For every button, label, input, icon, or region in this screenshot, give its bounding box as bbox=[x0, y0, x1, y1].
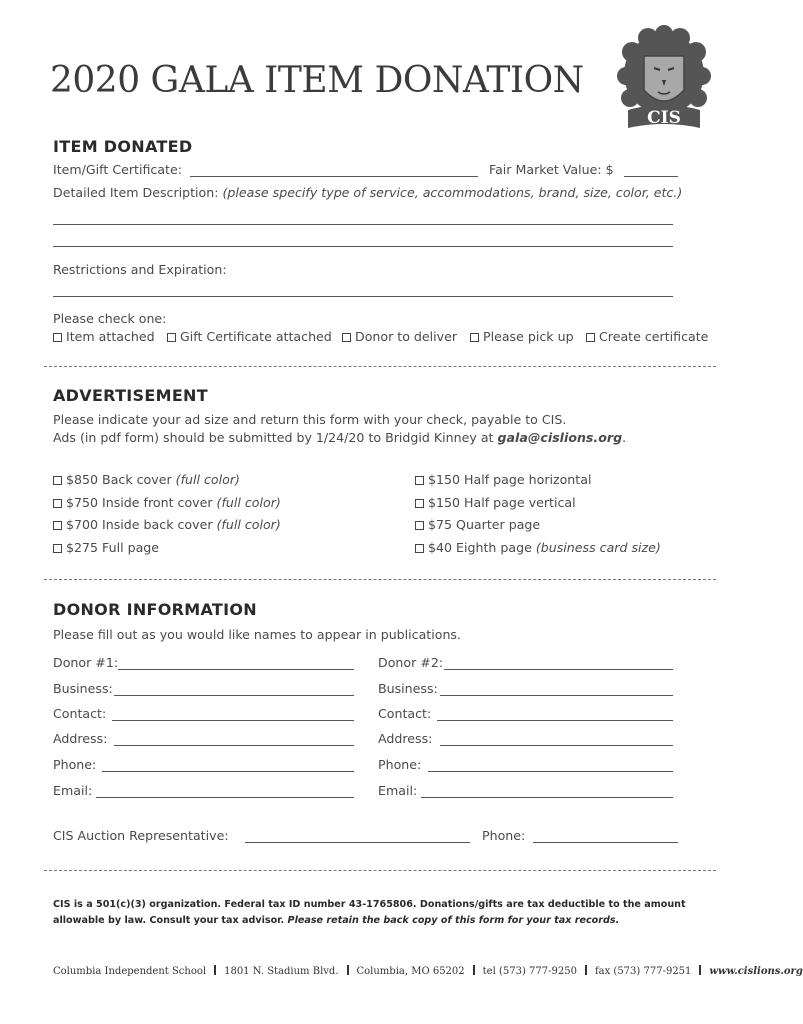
checkbox[interactable] bbox=[415, 544, 424, 553]
separator bbox=[473, 965, 475, 975]
gala-email-link[interactable]: gala@cislions.org bbox=[497, 430, 623, 445]
checkbox[interactable] bbox=[53, 544, 62, 553]
contact2-field[interactable] bbox=[437, 720, 673, 721]
option-label: Donor to deliver bbox=[355, 329, 458, 344]
ad-option-850[interactable] bbox=[53, 472, 240, 487]
business2-field[interactable] bbox=[440, 695, 673, 696]
email1-field[interactable] bbox=[96, 797, 354, 798]
ad-option-40[interactable] bbox=[415, 540, 661, 555]
address2-label: Address: bbox=[378, 731, 433, 746]
rep-phone-field[interactable] bbox=[533, 842, 678, 843]
ad-instructions-2 bbox=[53, 430, 626, 445]
ad-instructions-end: . bbox=[622, 430, 627, 445]
tax-note-line-2 bbox=[53, 915, 619, 926]
business1-field[interactable] bbox=[114, 695, 354, 696]
checkbox[interactable] bbox=[53, 333, 62, 342]
tax-note-text: allowable by law. Consult your tax advisor. bbox=[53, 915, 288, 926]
checkbox[interactable] bbox=[53, 521, 62, 530]
section-divider bbox=[44, 870, 716, 871]
ad-option-note: (full color) bbox=[216, 495, 281, 510]
business2-label: Business: bbox=[378, 681, 438, 696]
donor-info-heading: DONOR INFORMATION bbox=[53, 600, 257, 619]
ad-option-label: $275 Full page bbox=[66, 540, 160, 555]
phone2-label: Phone: bbox=[378, 757, 422, 772]
footer-tel: tel (573) 777-9250 bbox=[482, 966, 577, 977]
description-label-text: Detailed Item Description: bbox=[53, 185, 219, 200]
ad-option-150-vertical[interactable] bbox=[415, 495, 576, 510]
footer-address: 1801 N. Stadium Blvd. bbox=[224, 966, 339, 977]
donor1-field[interactable] bbox=[118, 669, 354, 670]
checkbox[interactable] bbox=[167, 333, 176, 342]
address2-field[interactable] bbox=[440, 745, 673, 746]
address1-label: Address: bbox=[53, 731, 108, 746]
contact1-field[interactable] bbox=[112, 720, 354, 721]
ad-instructions-text: Ads (in pdf form) should be submitted by 1/24/20 to Bridgid Kinney at bbox=[53, 430, 498, 445]
separator bbox=[699, 965, 701, 975]
description-line-1[interactable] bbox=[53, 224, 673, 225]
option-label: Gift Certificate attached bbox=[180, 329, 332, 344]
address1-field[interactable] bbox=[114, 745, 354, 746]
checkbox[interactable] bbox=[415, 521, 424, 530]
donor2-field[interactable] bbox=[444, 669, 673, 670]
checkbox[interactable] bbox=[53, 476, 62, 485]
item-gift-field[interactable] bbox=[190, 176, 478, 177]
option-label: Item attached bbox=[66, 329, 155, 344]
section-divider bbox=[44, 579, 716, 580]
restrictions-label: Restrictions and Expiration: bbox=[53, 262, 227, 277]
advertisement-heading: ADVERTISEMENT bbox=[53, 386, 208, 405]
ad-option-75[interactable] bbox=[415, 517, 540, 532]
separator bbox=[214, 965, 216, 975]
email1-label: Email: bbox=[53, 783, 93, 798]
ad-option-note: (full color) bbox=[216, 517, 281, 532]
option-item-attached[interactable] bbox=[53, 329, 155, 344]
business1-label: Business: bbox=[53, 681, 113, 696]
logo-text: CIS bbox=[647, 108, 681, 128]
donor-intro: Please fill out as you would like names to appear in publications. bbox=[53, 627, 461, 642]
option-label: Create certificate bbox=[599, 329, 709, 344]
footer-school: Columbia Independent School bbox=[53, 966, 207, 977]
option-gift-certificate-attached[interactable] bbox=[167, 329, 332, 344]
footer-contact bbox=[53, 965, 803, 977]
phone1-field[interactable] bbox=[102, 771, 354, 772]
tax-note-italic: Please retain the back copy of this form for your tax records. bbox=[287, 915, 620, 926]
checkbox[interactable] bbox=[342, 333, 351, 342]
option-create-certificate[interactable] bbox=[586, 329, 708, 344]
checkbox[interactable] bbox=[415, 499, 424, 508]
description-hint: (please specify type of service, accommodations, brand, size, color, etc.) bbox=[222, 185, 683, 200]
checkbox[interactable] bbox=[415, 476, 424, 485]
ad-option-label: $75 Quarter page bbox=[428, 517, 541, 532]
fair-market-value-field[interactable] bbox=[624, 176, 678, 177]
item-donated-heading: ITEM DONATED bbox=[53, 137, 193, 156]
option-label: Please pick up bbox=[483, 329, 574, 344]
ad-option-750[interactable] bbox=[53, 495, 281, 510]
ad-option-275[interactable] bbox=[53, 540, 159, 555]
ad-option-label: $700 Inside back cover bbox=[66, 517, 217, 532]
footer-city: Columbia, MO 65202 bbox=[356, 966, 465, 977]
phone1-label: Phone: bbox=[53, 757, 97, 772]
ad-option-note: (business card size) bbox=[535, 540, 661, 555]
item-gift-label: Item/Gift Certificate: bbox=[53, 162, 182, 177]
contact2-label: Contact: bbox=[378, 706, 432, 721]
ad-option-label: $40 Eighth page bbox=[428, 540, 536, 555]
ad-option-700[interactable] bbox=[53, 517, 281, 532]
donor1-label: Donor #1: bbox=[53, 655, 119, 670]
section-divider bbox=[44, 366, 716, 367]
ad-option-label: $850 Back cover bbox=[66, 472, 176, 487]
option-please-pick-up[interactable] bbox=[470, 329, 574, 344]
cis-lion-logo bbox=[618, 28, 710, 136]
ad-option-label: $150 Half page horizontal bbox=[428, 472, 592, 487]
phone2-field[interactable] bbox=[428, 771, 673, 772]
separator bbox=[347, 965, 349, 975]
option-donor-to-deliver[interactable] bbox=[342, 329, 457, 344]
page-title: 2020 GALA ITEM DONATION bbox=[50, 60, 584, 101]
description-line-2[interactable] bbox=[53, 246, 673, 247]
footer-website-link[interactable]: www.cislions.org bbox=[709, 966, 803, 977]
separator bbox=[585, 965, 587, 975]
ad-option-label: $150 Half page vertical bbox=[428, 495, 576, 510]
email2-field[interactable] bbox=[421, 797, 673, 798]
check-one-label: Please check one: bbox=[53, 311, 167, 326]
tax-note-line-1: CIS is a 501(c)(3) organization. Federal tax ID number 43-1765806. Donations/gifts are tax deductible to the amount bbox=[53, 899, 686, 910]
contact1-label: Contact: bbox=[53, 706, 107, 721]
ad-option-150-horizontal[interactable] bbox=[415, 472, 591, 487]
auction-rep-field[interactable] bbox=[245, 842, 470, 843]
email2-label: Email: bbox=[378, 783, 418, 798]
donor2-label: Donor #2: bbox=[378, 655, 444, 670]
ad-instructions-1: Please indicate your ad size and return this form with your check, payable to CIS. bbox=[53, 412, 567, 427]
checkbox[interactable] bbox=[470, 333, 479, 342]
footer-fax: fax (573) 777-9251 bbox=[594, 966, 692, 977]
auction-rep-label: CIS Auction Representative: bbox=[53, 828, 229, 843]
ad-option-note: (full color) bbox=[175, 472, 240, 487]
description-label bbox=[53, 185, 682, 200]
checkbox[interactable] bbox=[53, 499, 62, 508]
rep-phone-label: Phone: bbox=[482, 828, 526, 843]
restrictions-field[interactable] bbox=[53, 296, 673, 297]
fair-market-value-label: Fair Market Value: $ bbox=[489, 162, 614, 177]
checkbox[interactable] bbox=[586, 333, 595, 342]
ad-option-label: $750 Inside front cover bbox=[66, 495, 217, 510]
